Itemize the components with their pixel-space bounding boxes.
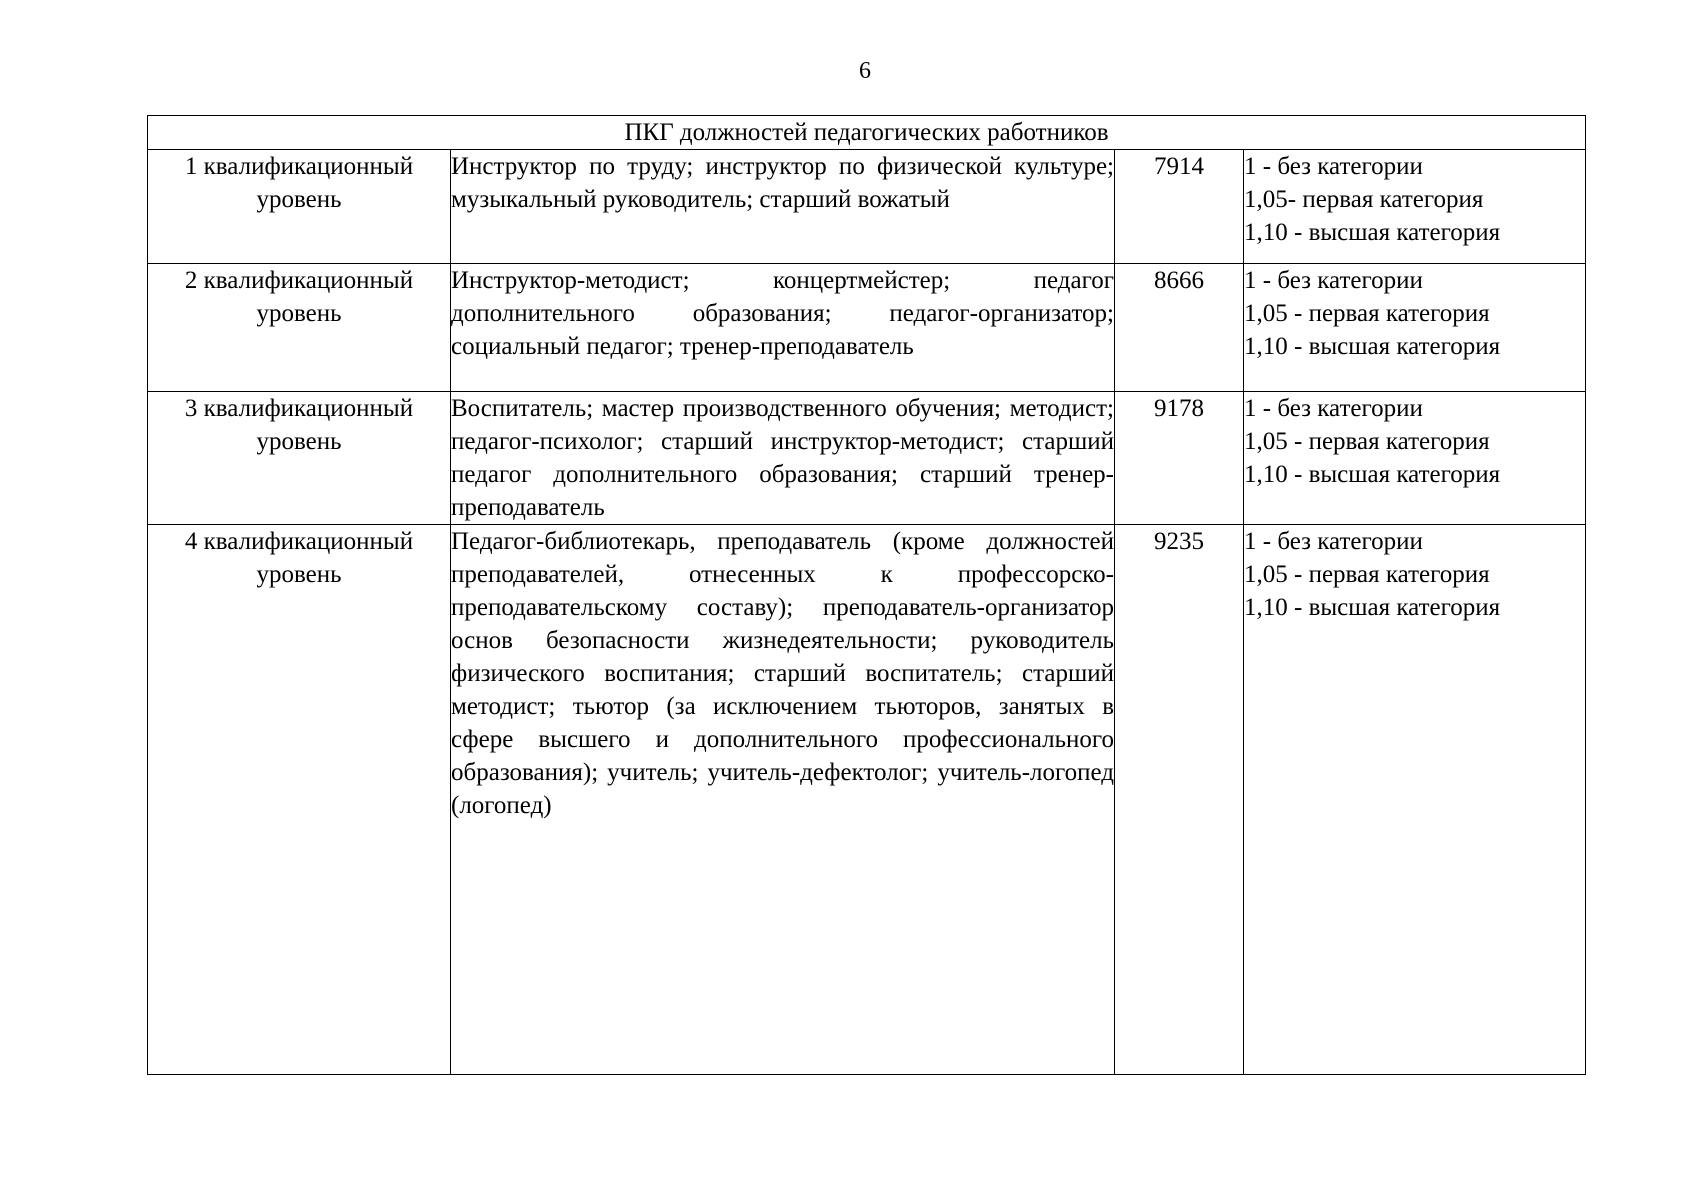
coefficient-first-category: 1,05 - первая категория <box>1244 561 1490 588</box>
qualification-level-cell <box>148 525 451 1075</box>
qualification-level-suffix: уровень <box>256 186 342 213</box>
coefficient-first-category: 1,05 - первая категория <box>1244 300 1490 327</box>
coefficients-cell <box>1244 392 1586 525</box>
pkg-salary-table <box>147 115 1586 1075</box>
salary-value: 7914 <box>1115 150 1244 264</box>
qualification-level: 2 квалификационный <box>184 267 414 294</box>
table-header: ПКГ должностей педагогических работников <box>148 116 1586 150</box>
coefficients-cell <box>1244 264 1586 392</box>
table-row <box>148 525 1586 1075</box>
coefficients-cell <box>1244 150 1586 264</box>
coefficient-highest-category: 1,10 - высшая категория <box>1244 219 1501 246</box>
table-row <box>148 392 1586 525</box>
positions-list: Инструктор по труду; инструктор по физической культуре; музыкальный руководитель; старший вожатый <box>451 150 1115 264</box>
coefficient-highest-category: 1,10 - высшая категория <box>1244 594 1501 621</box>
coefficient-no-category: 1 - без категории <box>1244 153 1423 180</box>
positions-list: Воспитатель; мастер производственного обучения; методист; педагог-психолог; старший инструктор-методист; старший педагог дополнительного образования; старший тренер-преподаватель <box>451 392 1115 525</box>
salary-value: 8666 <box>1115 264 1244 392</box>
qualification-level: 4 квалификационный <box>184 528 414 555</box>
page-number: 6 <box>859 58 871 84</box>
coefficient-no-category: 1 - без категории <box>1244 528 1423 555</box>
coefficient-highest-category: 1,10 - высшая категория <box>1244 333 1501 360</box>
qualification-level-suffix: уровень <box>256 561 342 588</box>
coefficients-cell <box>1244 525 1586 1075</box>
coefficient-no-category: 1 - без категории <box>1244 267 1423 294</box>
coefficient-no-category: 1 - без категории <box>1244 395 1423 422</box>
positions-list: Педагог-библиотекарь, преподаватель (кроме должностей преподавателей, отнесенных к профессорско-преподавательскому составу); преподаватель-организатор основ безопасности жизнедеятельности; руководитель физического воспитания; старший воспитатель; старший методист; тьютор (за исключением тьюторов, занятых в сфере высшего и дополнительного профессионального образования); учитель; учитель-дефектолог; учитель-логопед (логопед) <box>451 525 1115 1075</box>
qualification-level: 1 квалификационный <box>184 153 414 180</box>
qualification-level: 3 квалификационный <box>184 395 414 422</box>
coefficient-highest-category: 1,10 - высшая категория <box>1244 461 1501 488</box>
table-row <box>148 150 1586 264</box>
positions-list: Инструктор-методист; концертмейстер; педагог дополнительного образования; педагог-организатор; социальный педагог; тренер-преподаватель <box>451 264 1115 392</box>
qualification-level-suffix: уровень <box>256 428 342 455</box>
table-row <box>148 264 1586 392</box>
qualification-level-cell <box>148 150 451 264</box>
coefficient-first-category: 1,05 - первая категория <box>1244 428 1490 455</box>
salary-value: 9178 <box>1115 392 1244 525</box>
qualification-level-suffix: уровень <box>256 300 342 327</box>
qualification-level-cell <box>148 392 451 525</box>
coefficient-first-category: 1,05- первая категория <box>1244 186 1484 213</box>
qualification-level-cell <box>148 264 451 392</box>
salary-value: 9235 <box>1115 525 1244 1075</box>
